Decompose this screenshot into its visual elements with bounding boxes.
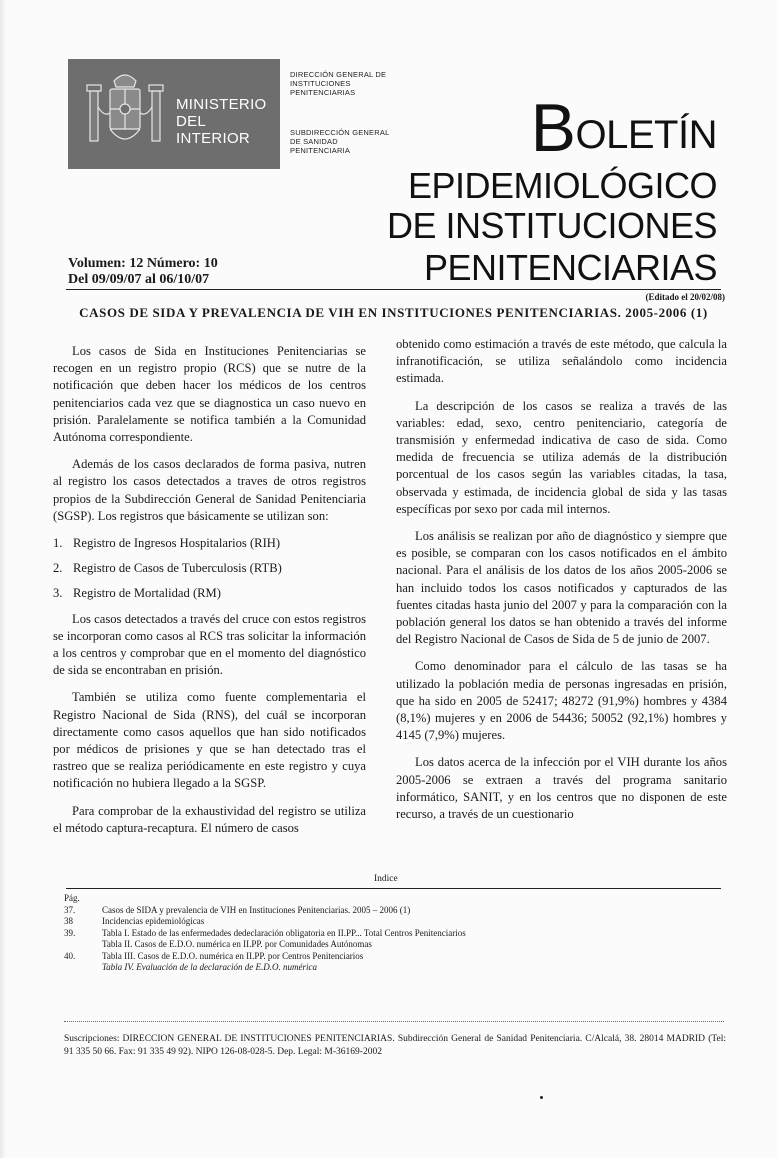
subdireccion-general — [290, 128, 389, 155]
paragraph: También se utiliza como fuente complementaria el Registro Nacional de Sida (RNS), del cuál se incorporan directamente como casos aquellos que han sido notificados por médicos de prisiones y que se han detectado tras el rastreo que se realiza periódicamente en este registro y cuya notificación no hubiera llegado a la SGSP. — [53, 690, 366, 791]
edit-date: (Editado el 20/02/08) — [645, 292, 725, 302]
direccion-general — [290, 70, 386, 97]
paragraph: Como denominador para el cálculo de las tasas se ha utilizado la población media de personas ingresadas en prisión, que ha sido en 2005 de 52417; 48272 (91,9%) hombres y 4384 (8,1%) mujeres y en 2006 de 54436; 50052 (92,1%) hombres y 4145 (7,9%) mujeres. — [396, 659, 727, 743]
index-page: 38 — [64, 916, 73, 926]
index-row — [64, 951, 466, 963]
index-entry: Casos de SIDA y prevalencia de VIH en Instituciones Penitenciarias. 2005 – 2006 (1) — [102, 904, 411, 915]
paragraph: La descripción de los casos se realiza a través de las variables: edad, sexo, centro penitenciario, categoría de transmisión y enfermedad indicativa de caso de sida. Como medida de frecuencia se utiliza además de la distribución porcentual de los casos según las variables citadas, la tasa, observada y estimada, de incidencia global de sida y las tasas específicas por sexo por cada mil internos. — [396, 398, 727, 516]
list-number: 1. — [53, 536, 63, 551]
paragraph: Además de los casos declarados de forma pasiva, nutren al registro los casos detectados a traves de otros registros propios de la Subdirección General de Sanidad Penitenciaria (SGSP). Los registros que básicamente se utilizan son: — [53, 457, 366, 523]
list-text: Registro de Ingresos Hospitalarios (RIH) — [73, 536, 281, 551]
ministry-logo — [68, 59, 280, 169]
right-column — [396, 336, 727, 833]
list-number: 3. — [53, 586, 63, 601]
list-text: Registro de Casos de Tuberculosis (RTB) — [73, 561, 282, 576]
index-row — [64, 939, 466, 951]
header-rule — [66, 289, 721, 290]
volume-info — [68, 256, 218, 288]
left-column — [53, 343, 366, 847]
dg-line: INSTITUCIONES — [290, 79, 351, 88]
index-row — [64, 962, 466, 974]
paragraph: obtenido como estimación a través de este método, que calcula la infranotificación, se utiliza señalándolo como incidencia estimada. — [396, 337, 727, 386]
date-range: Del 09/09/07 al 06/10/07 — [68, 272, 210, 287]
list-item — [53, 535, 366, 552]
index-entry: Tabla III. Casos de E.D.O. numérica en II.PP. por Centros Penitenciarios — [102, 950, 364, 961]
list-item — [53, 560, 366, 577]
index-entry: Tabla I. Estado de las enfermedades dedeclaración obligatoria en II.PP... Total Centros Penitenciarios — [102, 927, 466, 938]
paragraph: Los análisis se realizan por año de diagnóstico y siempre que es posible, se comparan con los casos notificados en el ámbito nacional. Para el análisis de los datos de los años 2005-2006 se han incluido todos los casos notificados y capturados de las fuentes citadas hasta junio del 2007 y para la comparación con la población general los datos se han obtenido a través del informe del Registro Nacional de Casos de Sida de 5 de junio de 2007. — [396, 529, 727, 647]
index-page: 37. — [64, 904, 76, 915]
ministry-line-2: DEL INTERIOR — [176, 113, 251, 147]
bulletin-title-line-2: EPIDEMIOLÓGICO — [407, 165, 717, 206]
dg-line: DIRECCIÓN GENERAL DE — [290, 70, 387, 79]
coat-of-arms-icon — [84, 67, 166, 163]
bulletin-title-line-3: DE INSTITUCIONES — [386, 205, 717, 246]
dg-line: PENITENCIARIAS — [290, 88, 356, 97]
index-page: 39. — [64, 927, 76, 938]
index-page: 40. — [64, 950, 76, 961]
paragraph: Para comprobar de la exhaustividad del registro se utiliza el método captura-recaptura. El número de casos — [53, 803, 366, 835]
index-entry: Tabla IV. Evaluación de la declaración de E.D.O. numérica — [102, 962, 317, 972]
title-initial: B — [530, 90, 576, 166]
index-row — [64, 928, 466, 940]
bulletin-title-line-1 — [530, 90, 717, 166]
footer-divider — [64, 1021, 724, 1022]
article-headline: CASOS DE SIDA Y PREVALENCIA DE VIH EN INSTITUCIONES PENITENCIARIAS. 2005-2006 (1) — [79, 305, 708, 320]
index-entry: Incidencias epidemiológicas — [102, 916, 205, 926]
subscription-info: Suscripciones: DIRECCION GENERAL DE INSTITUCIONES PENITENCIARIAS. Subdirección General de Sanidad Penitenciaria. C/Alcalá, 38. 28014 MADRID (Tel: 91 335 50 66. Fax: 91 335 49 92). NIPO 126-08-028-5. Dep. Legal: M-36169-2002 — [64, 1034, 726, 1057]
paragraph: Los casos de Sida en Instituciones Penitenciarias se recogen en un registro propio (RCS) que se nutre de la notificación que deben hacer los médicos de los centros penitenciarios cada vez que se diagnostica un caso nuevo en prisión. Paralelamente se notifica también a la Comunidad Autónoma correspondiente. — [53, 344, 366, 445]
bulletin-title-line-4: PENITENCIARIAS — [423, 247, 717, 288]
paragraph: Los casos detectados a través del cruce con estos registros se incorporan como casos al RCS tras solicitar la información a los centros y comprobar que en el momento del diagnóstico de sida se encontraban en prisión. — [53, 611, 366, 678]
index-row — [64, 916, 466, 928]
title-rest: OLETÍN — [575, 113, 717, 157]
list-item — [53, 585, 366, 602]
index-pag-label: Pág. — [64, 893, 80, 903]
sg-line: PENITENCIARIA — [290, 146, 351, 155]
volume-number: Volumen: 12 Número: 10 — [68, 256, 218, 271]
sg-line: SUBDIRECCIÓN GENERAL — [290, 128, 390, 137]
ministry-name — [176, 96, 280, 147]
paragraph: Los datos acerca de la infección por el VIH durante los años 2005-2006 se extraen a través del programa sanitario informático, SANIT, y en los centros que no disponen de este recurso, a través de un cuestionario — [396, 755, 727, 822]
index-entry: Tabla II. Casos de E.D.O. numérica en II.PP. por Comunidades Autónomas — [102, 939, 372, 949]
list-text: Registro de Mortalidad (RM) — [73, 586, 221, 601]
index-rule — [66, 888, 721, 889]
scan-speck — [540, 1096, 543, 1099]
index-row — [64, 905, 466, 917]
ministry-line-1: MINISTERIO — [176, 96, 267, 113]
list-number: 2. — [53, 561, 63, 576]
index-heading: Indice — [374, 874, 398, 884]
sg-line: DE SANIDAD — [290, 137, 338, 146]
index-list — [64, 893, 466, 974]
